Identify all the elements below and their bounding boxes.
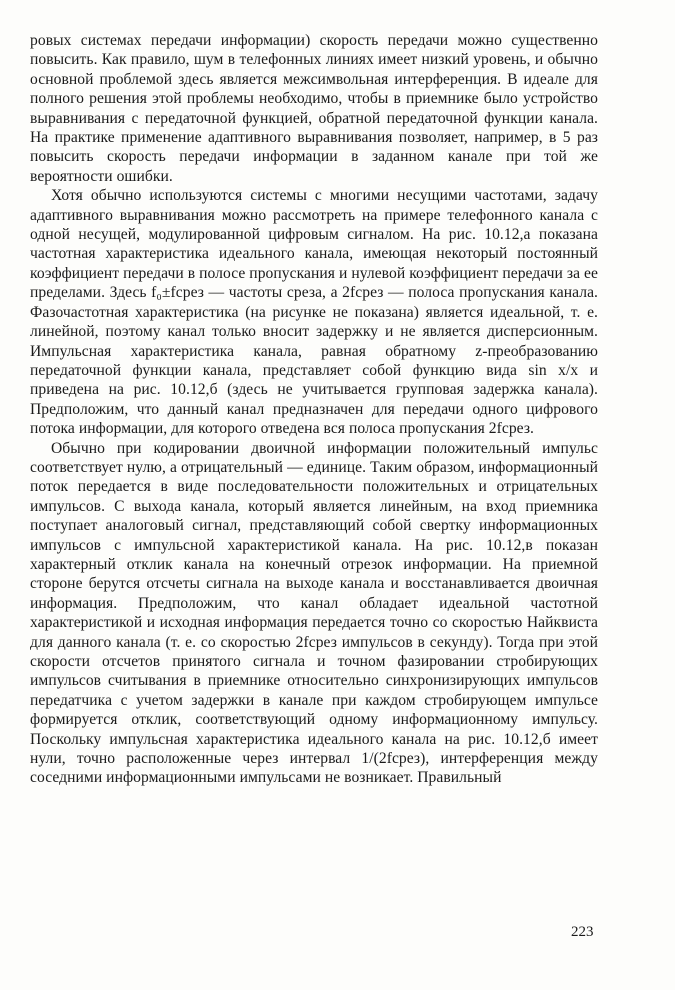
paragraph-3: Обычно при кодировании двоичной информации положительный импульс соответствует нулю, а отрицательный — единице. Таким образом, информационный поток передается в виде последовательности положительных и отрицательных импульсов. С выхода канала, который является линейным, на вход приемника поступает аналоговый сигнал, представляющий собой свертку информационных импульсов с импульсной характеристикой канала. На рис. 10.12,в показан характерный отклик канала на конечный отрезок информации. На приемной стороне берутся отсчеты сигнала на выходе канала и восстанавливается двоичная информация. Предположим, что канал обладает идеальной частотной характеристикой и исходная информация передается точно со скоростью Найквиста для данного канала (т. е. со скоростью 2fсрез импульсов в секунду). Тогда при этой скорости отсчетов принятого сигнала и точном фазировании стробирующих импульсов считывания в приемнике относительно синхронизирующих импульсов передатчика с учетом задержки в канале при каждом стробирующем импульсе формируется отклик, соответствующий одному информационному импульсу. Поскольку импульсная характеристика идеального канала на рис. 10.12,б имеет нули, точно расположенные через интервал 1/(2fсрез), интерференция между соседними информационными импульсами не возникает. Правильный xyxy=(30,439,598,787)
paragraph-1: ровых системах передачи информации) скорость передачи можно существенно повысить. Как правило, шум в телефонных линиях имеет низкий уровень, и обычно основной проблемой здесь является межсимвольная интерференция. В идеале для полного решения этой проблемы необходимо, чтобы в приемнике было устройство выравнивания с передаточной функцией, обратной передаточной функции канала. На практике применение адаптивного выравнивания позволяет, например, в 5 раз повысить скорость передачи информации в заданном канале при той же вероятности ошибки. xyxy=(30,32,598,185)
paragraph-2: Хотя обычно используются системы с многими несущими частотами, задачу адаптивного выравнивания можно рассмотреть на примере телефонного канала с одной несущей, модулированной цифровым сигналом. На рис. 10.12,а показана частотная характеристика идеального канала, имеющая некоторый постоянный коэффициент передачи в полосе пропускания и нулевой коэффициент передачи за ее пределами. Здесь f₀±fсрез — частоты среза, а 2fсрез — полоса пропускания канала. Фазочастотная характеристика (на рисунке не показана) является идеальной, т. е. линейной, поэтому канал только вносит задержку и не является дисперсионным. Импульсная характеристика канала, равная обратному z-преобразованию передаточной функции канала, представляет собой функцию вида sin x/x и приведена на рис. 10.12,б (здесь не учитывается групповая задержка канала). Предположим, что данный канал предназначен для передачи одного цифрового потока информации, для которого отведена вся полоса пропускания 2fсрез. xyxy=(30,187,598,438)
body-text xyxy=(30,31,598,788)
page-number: 223 xyxy=(571,924,594,940)
